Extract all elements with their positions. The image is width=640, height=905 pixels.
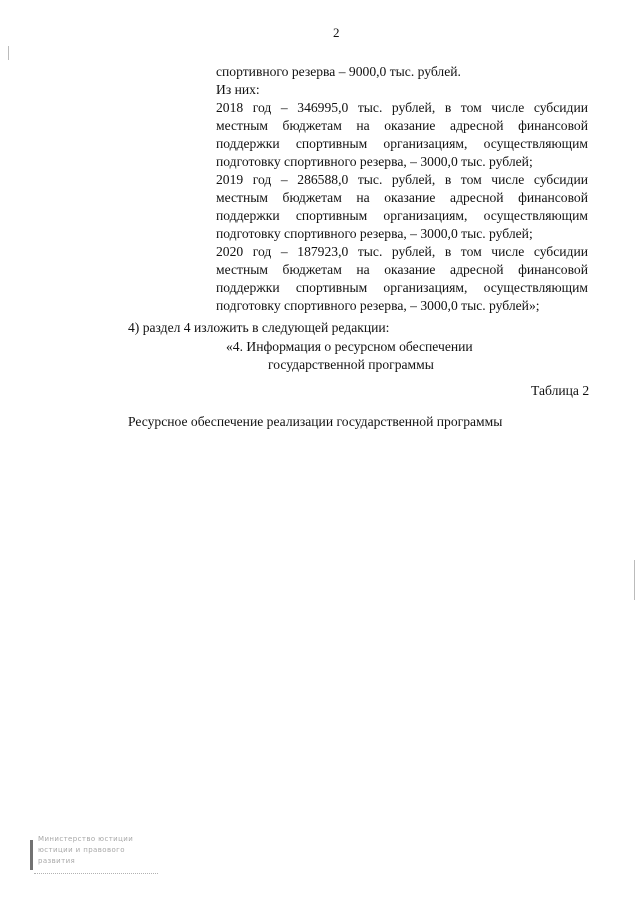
text-line: местным бюджетам на оказание адресной финансовой (216, 118, 588, 133)
text-line: 2020 год – 187923,0 тыс. рублей, в том числе субсидии (216, 244, 588, 259)
text-line: местным бюджетам на оказание адресной финансовой (216, 262, 588, 277)
stamp-line: Министерство юстиции (38, 835, 134, 843)
text-line: поддержки спортивным организациям, осуществляющим (216, 208, 588, 223)
text-line: 2018 год – 346995,0 тыс. рублей, в том числе субсидии (216, 100, 588, 115)
text-line: подготовку спортивного резерва, – 3000,0 тыс. рублей»; (216, 298, 540, 313)
text-line: подготовку спортивного резерва, – 3000,0 тыс. рублей; (216, 226, 533, 241)
table-title: Ресурсное обеспечение реализации государственной программы (128, 414, 503, 429)
text-line: поддержки спортивным организациям, осуществляющим (216, 280, 588, 295)
text-line: 2019 год – 286588,0 тыс. рублей, в том числе субсидии (216, 172, 588, 187)
list-item: 4) раздел 4 изложить в следующей редакции: (128, 320, 390, 335)
text-line: поддержки спортивным организациям, осуществляющим (216, 136, 588, 151)
scan-mark (634, 560, 635, 600)
registration-stamp (30, 832, 158, 876)
stamp-line: развития (38, 857, 76, 865)
stamp-rule (34, 873, 158, 874)
stamp-bar (30, 840, 33, 870)
table-label: Таблица 2 (531, 383, 590, 398)
section-heading-line-1: «4. Информация о ресурсном обеспечении (226, 339, 473, 354)
section-heading-line-2: государственной программы (268, 357, 434, 372)
text-line: местным бюджетам на оказание адресной финансовой (216, 190, 588, 205)
text-line: спортивного резерва – 9000,0 тыс. рублей. (216, 64, 461, 79)
stamp-line: юстиции и правового (38, 846, 125, 854)
text-line: подготовку спортивного резерва, – 3000,0 тыс. рублей; (216, 154, 533, 169)
page-number: 2 (333, 25, 340, 40)
scan-mark (8, 46, 9, 60)
text-line: Из них: (216, 82, 260, 97)
